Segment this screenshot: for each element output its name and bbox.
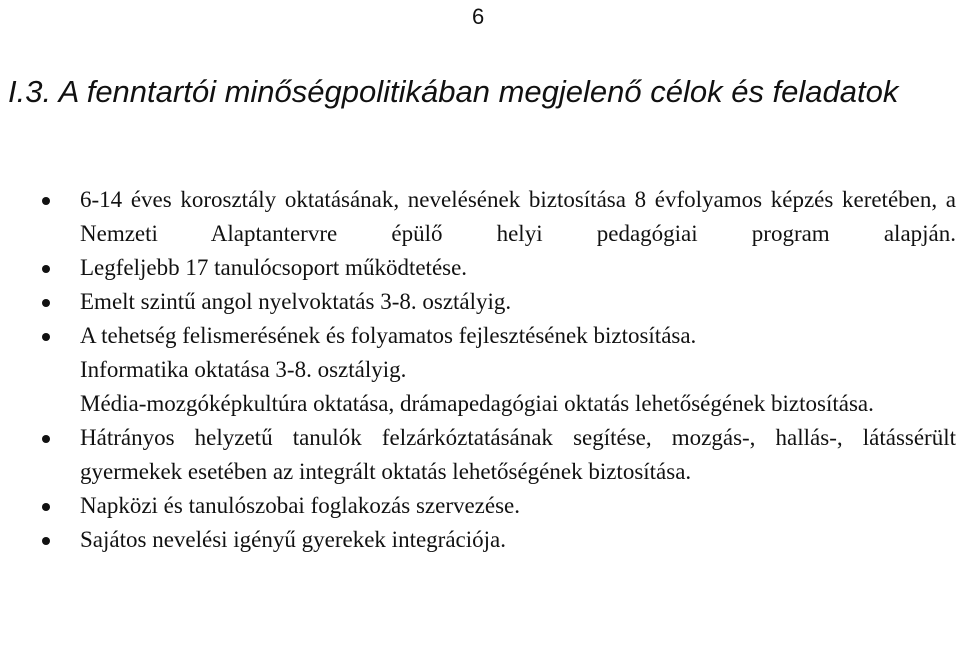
bullet-icon bbox=[42, 537, 50, 545]
bullet-icon bbox=[42, 197, 50, 205]
list-item bbox=[80, 319, 956, 353]
list-item-text: Hátrányos helyzetű tanulók felzárkóztatásának segítése, mozgás-, hallás-, látássérült gyermekek esetében az integrált oktatás lehetőségének biztosítása. bbox=[80, 425, 956, 484]
bullet-icon bbox=[42, 265, 50, 273]
list-item-text: A tehetség felismerésének és folyamatos fejlesztésének biztosítása. bbox=[80, 323, 697, 348]
bullet-icon bbox=[42, 299, 50, 307]
list-item bbox=[80, 387, 956, 421]
list-item-text: Sajátos nevelési igényű gyerekek integrációja. bbox=[80, 527, 506, 552]
list-item bbox=[80, 523, 956, 557]
list-item-text: Legfeljebb 17 tanulócsoport működtetése. bbox=[80, 255, 468, 280]
list-item-text: Napközi és tanulószobai foglakozás szervezése. bbox=[80, 493, 521, 518]
list-item bbox=[80, 251, 956, 285]
list-item-text: Média-mozgóképkultúra oktatása, drámapedagógiai oktatás lehetőségének biztosítása. bbox=[80, 391, 874, 416]
section-heading bbox=[8, 72, 898, 112]
list-item bbox=[80, 353, 956, 387]
list-item-text: 6-14 éves korosztály oktatásának, nevelésének biztosítása 8 évfolyamos képzés keretében, a Nemzeti Alaptantervre épülő helyi pedagógiai program alapján. bbox=[80, 187, 956, 246]
list-item-text: Emelt szintű angol nyelvoktatás 3-8. osztályig. bbox=[80, 289, 512, 314]
list-item bbox=[80, 285, 956, 319]
section-title: A fenntartói minőségpolitikában megjelenő célok és feladatok bbox=[58, 74, 899, 109]
list-item-text: Informatika oktatása 3-8. osztályig. bbox=[80, 357, 407, 382]
goals-list bbox=[80, 183, 956, 557]
bullet-icon bbox=[42, 503, 50, 511]
page-number: 6 bbox=[472, 4, 485, 29]
list-item bbox=[80, 489, 956, 523]
list-item bbox=[80, 183, 956, 251]
bullet-icon bbox=[42, 333, 50, 341]
bullet-icon bbox=[42, 435, 50, 443]
section-number: I.3. bbox=[8, 74, 52, 109]
list-item bbox=[80, 421, 956, 489]
